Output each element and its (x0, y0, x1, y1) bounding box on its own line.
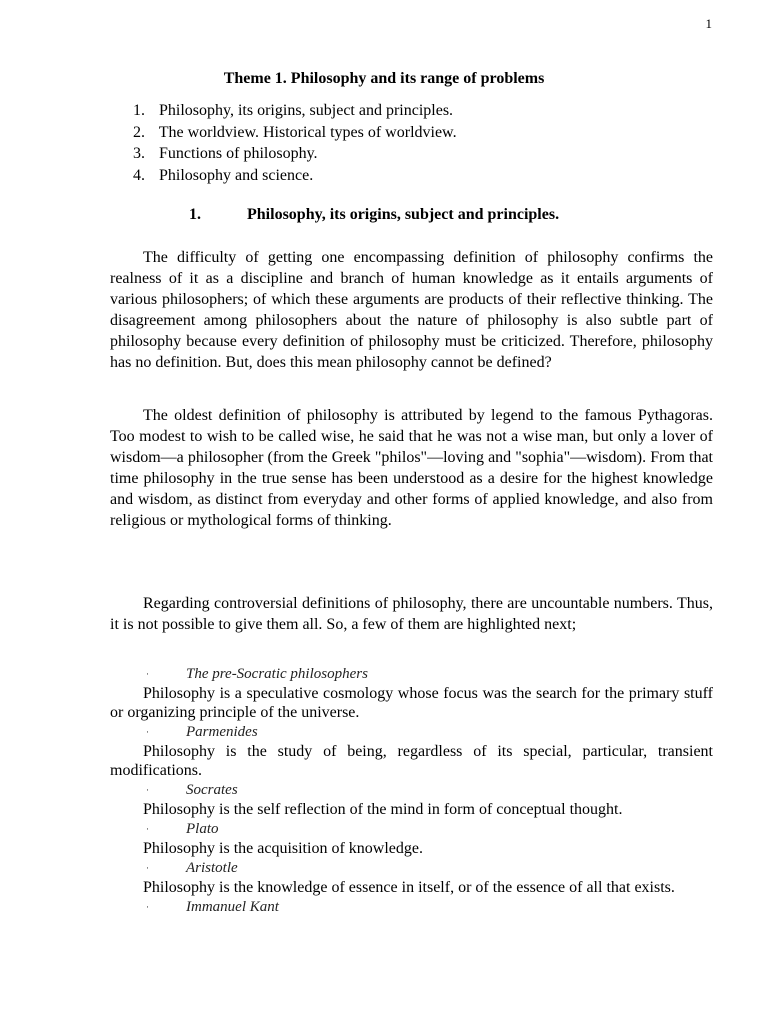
toc-item (133, 100, 457, 122)
bullet-marker: · (146, 669, 149, 679)
author-name: The pre-Socratic philosophers (186, 666, 368, 682)
definition-author (110, 664, 713, 684)
toc-item (133, 165, 457, 187)
bullet-marker: · (146, 863, 149, 873)
author-name: Immanuel Kant (186, 899, 279, 915)
bullet-marker: · (146, 902, 149, 912)
author-name: Socrates (186, 782, 238, 798)
paragraph: The oldest definition of philosophy is attributed by legend to the famous Pythagoras. Too modest to wish to be called wise, he said that he was not a wise man, but only a lover of wisdom—a philosopher (from the Greek "philos"—loving and "sophia"—wisdom). From that time philosophy in the true sense has been understood as a desire for the highest knowledge and wisdom, as distinct from everyday and other forms of applied knowledge, and also from religious or mythological forms of thinking. (110, 407, 713, 529)
toc-item-text: Philosophy and science. (159, 166, 314, 184)
definition-author (110, 722, 713, 742)
author-name: Aristotle (186, 860, 238, 876)
toc-item-number: 4. (133, 166, 145, 184)
toc-item-text: Functions of philosophy. (159, 145, 318, 162)
definition-text: Philosophy is the study of being, regardless of its special, particular, transient modifications. (110, 743, 713, 779)
page-title: Theme 1. Philosophy and its range of problems (223, 70, 545, 87)
definition-author (110, 858, 713, 878)
page-number: 1 (705, 16, 712, 31)
section-number: 1. (189, 206, 201, 223)
author-name: Parmenides (186, 724, 258, 740)
definition-text: Philosophy is the acquisition of knowledge. (143, 840, 423, 857)
bullet-marker: · (146, 727, 149, 737)
definition-text: Philosophy is the knowledge of essence in itself, or of the essence of all that exists. (143, 879, 675, 896)
definition-text: Philosophy is the self reflection of the mind in form of conceptual thought. (143, 801, 623, 818)
definition-author (110, 819, 713, 839)
toc-item (133, 143, 457, 165)
paragraph: Regarding controversial definitions of philosophy, there are uncountable numbers. Thus, it is not possible to give them all. So, a few of them are highlighted next; (110, 595, 713, 633)
toc-item-number: 3. (133, 145, 145, 162)
bullet-marker: · (146, 824, 149, 834)
table-of-contents (133, 100, 457, 186)
bullet-marker: · (146, 785, 149, 795)
toc-item-text: Philosophy, its origins, subject and principles. (159, 102, 454, 119)
paragraph: The difficulty of getting one encompassing definition of philosophy confirms the realness of it as a discipline and branch of human knowledge as it entails arguments of various philosophers; of which these arguments are products of their reflective thinking. The disagreement among philosophers about the nature of philosophy is also subtle part of philosophy because every definition of philosophy must be criticized. Therefore, philosophy has no definition. But, does this mean philosophy cannot be defined? (110, 249, 713, 371)
author-name: Plato (186, 821, 219, 837)
toc-item (133, 122, 457, 144)
definitions-list (110, 664, 713, 917)
toc-item-text: The worldview. Historical types of worldview. (158, 123, 457, 141)
definition-text: Philosophy is a speculative cosmology whose focus was the search for the primary stuff or organizing principle of the universe. (110, 685, 713, 721)
toc-item-number: 2. (133, 123, 145, 141)
definition-author (110, 780, 713, 800)
section-title: Philosophy, its origins, subject and principles. (247, 206, 560, 223)
toc-item-number: 1. (133, 102, 145, 119)
definition-author (110, 897, 713, 917)
